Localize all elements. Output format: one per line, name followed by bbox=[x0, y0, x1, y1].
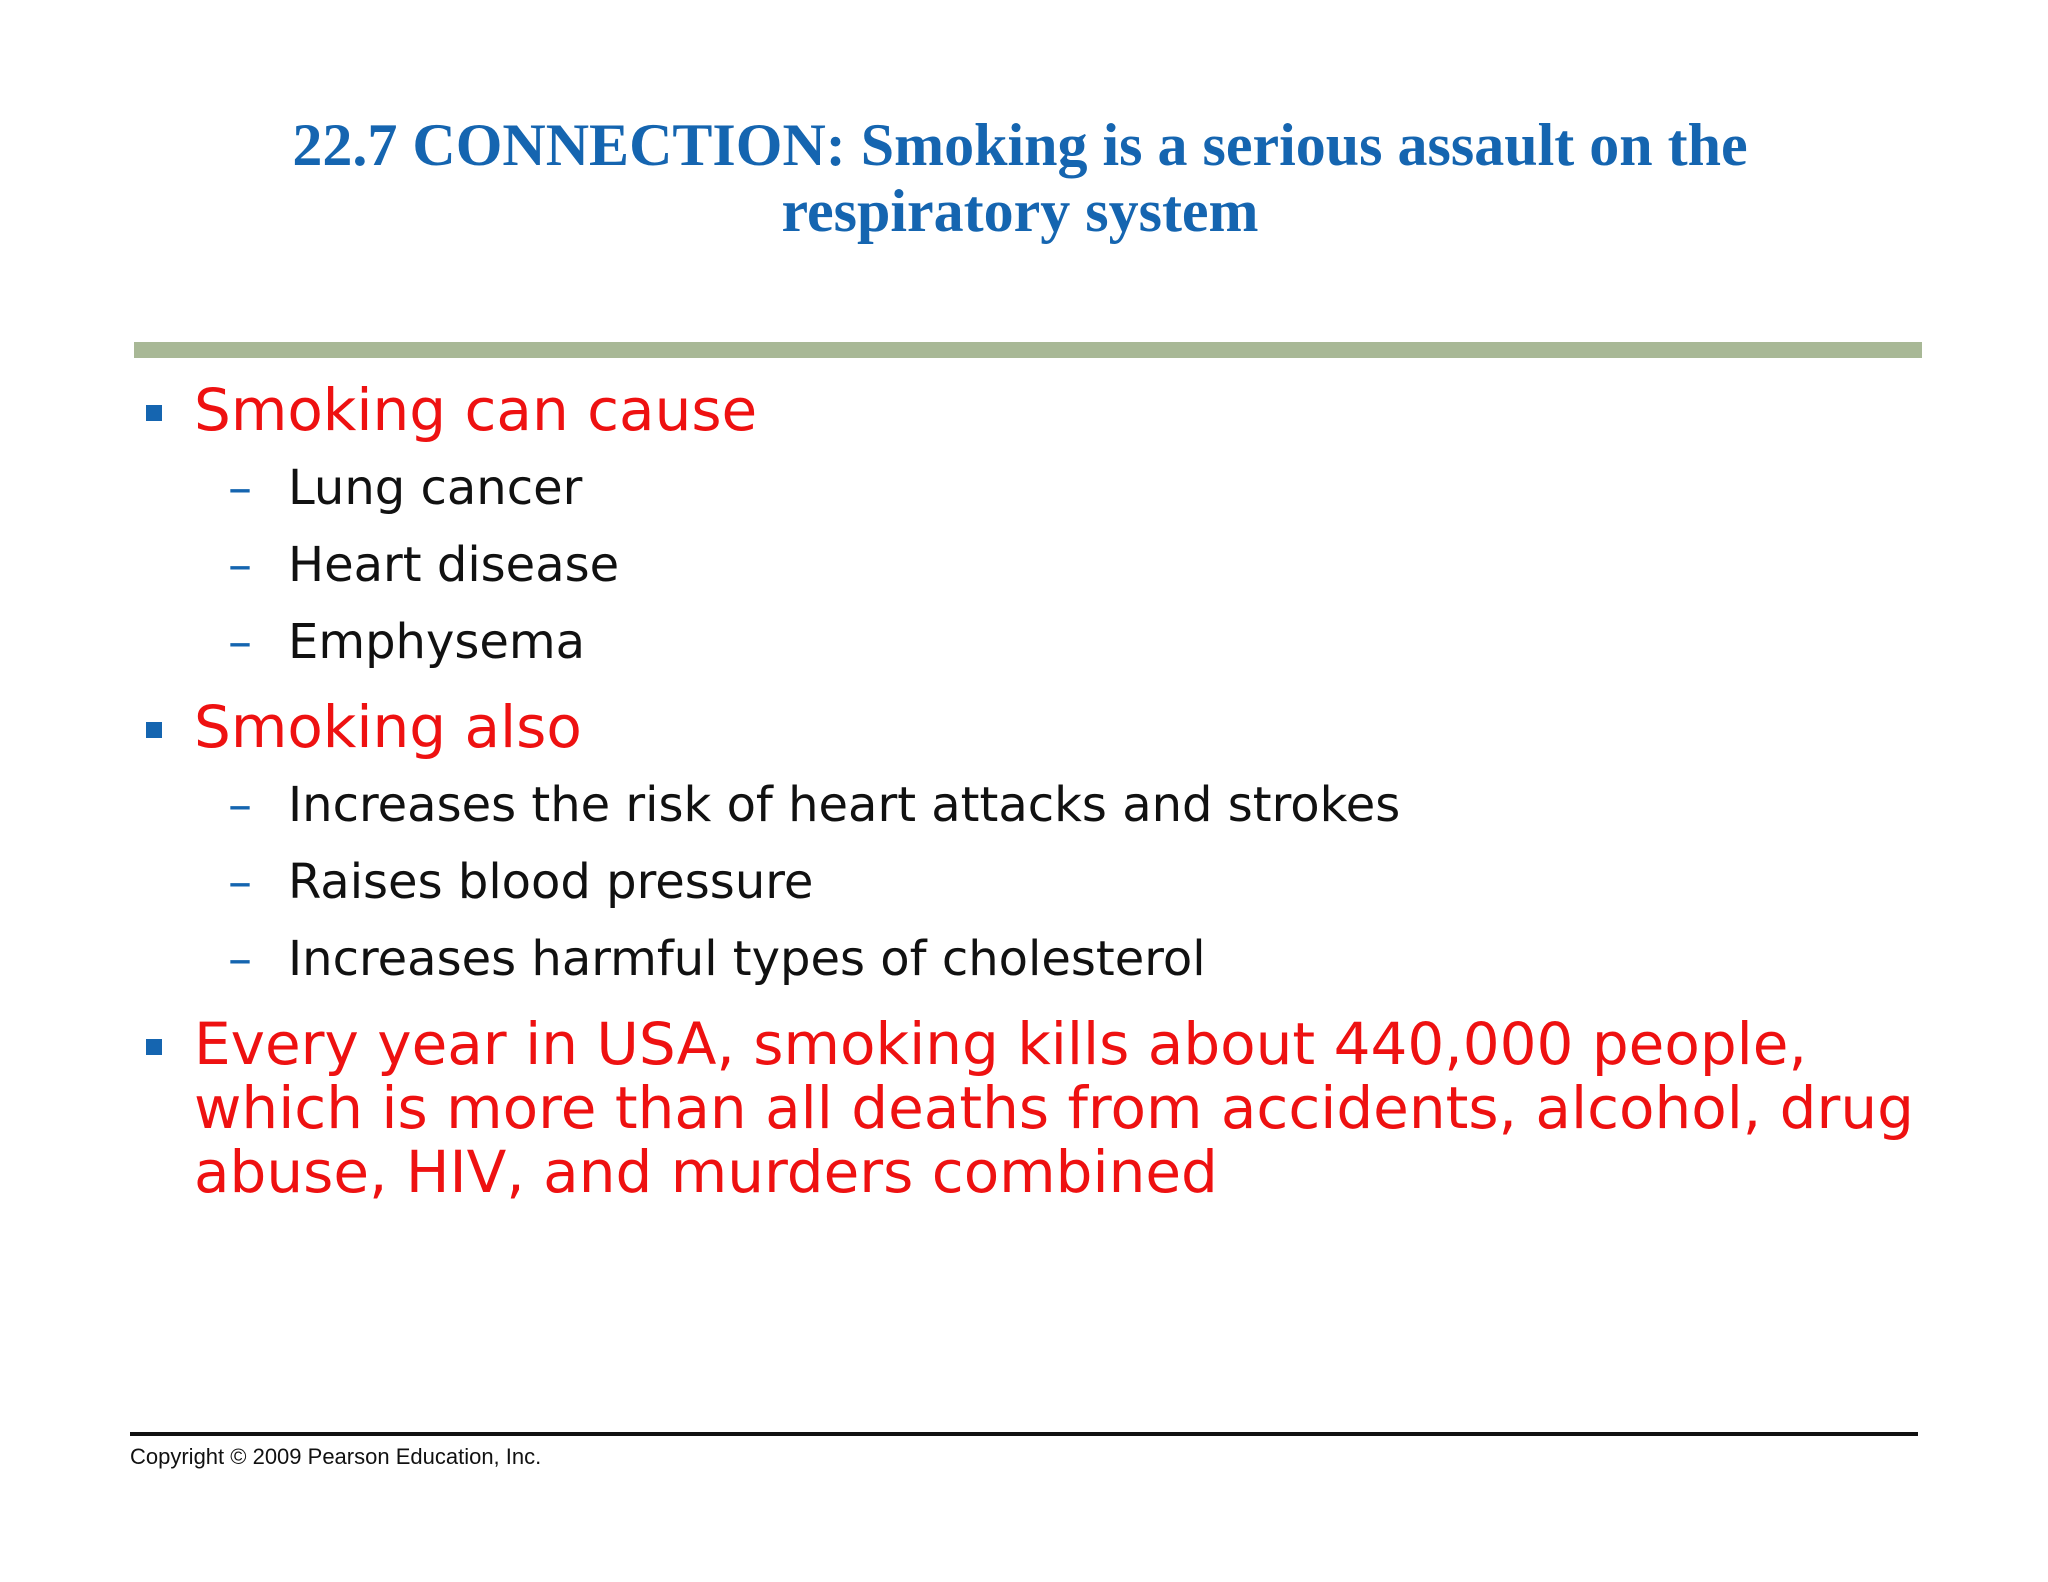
dash-bullet-icon: – bbox=[228, 777, 252, 833]
slide-content bbox=[140, 378, 1940, 1204]
sub-item bbox=[140, 844, 1940, 921]
dash-bullet-icon: – bbox=[228, 854, 252, 910]
square-bullet-icon bbox=[146, 722, 162, 738]
sub-item-text: Heart disease bbox=[288, 537, 620, 593]
title-divider bbox=[134, 342, 1922, 358]
sub-item-text: Emphysema bbox=[288, 614, 586, 670]
square-bullet-icon bbox=[146, 405, 162, 421]
dash-bullet-icon: – bbox=[228, 931, 252, 987]
bullet-item bbox=[140, 695, 1940, 759]
sub-item bbox=[140, 450, 1940, 527]
bullet-text: Smoking also bbox=[194, 693, 582, 761]
sub-item bbox=[140, 767, 1940, 844]
dash-bullet-icon: – bbox=[228, 537, 252, 593]
sub-item-text: Increases the risk of heart attacks and strokes bbox=[288, 777, 1401, 833]
sub-item-text: Raises blood pressure bbox=[288, 854, 814, 910]
footer-divider bbox=[130, 1432, 1918, 1436]
sub-list bbox=[140, 450, 1940, 681]
dash-bullet-icon: – bbox=[228, 614, 252, 670]
slide-title-line2: respiratory system bbox=[781, 178, 1259, 244]
bullet-item bbox=[140, 1012, 1940, 1204]
sub-item bbox=[140, 921, 1940, 998]
sub-item bbox=[140, 604, 1940, 681]
bullet-text: Smoking can cause bbox=[194, 376, 758, 444]
square-bullet-icon bbox=[146, 1039, 162, 1055]
bullet-item bbox=[140, 378, 1940, 442]
dash-bullet-icon: – bbox=[228, 460, 252, 516]
slide-title bbox=[130, 112, 1910, 244]
slide-title-line1: 22.7 CONNECTION: Smoking is a serious assault on the bbox=[292, 112, 1748, 178]
sub-item-text: Increases harmful types of cholesterol bbox=[288, 931, 1206, 987]
bullet-text: Every year in USA, smoking kills about 440,000 people, which is more than all deaths from accidents, alcohol, drug abuse, HIV, and murders combined bbox=[194, 1010, 1914, 1206]
sub-item-text: Lung cancer bbox=[288, 460, 583, 516]
sub-item bbox=[140, 527, 1940, 604]
copyright-text: Copyright © 2009 Pearson Education, Inc. bbox=[130, 1444, 542, 1469]
sub-list bbox=[140, 767, 1940, 998]
